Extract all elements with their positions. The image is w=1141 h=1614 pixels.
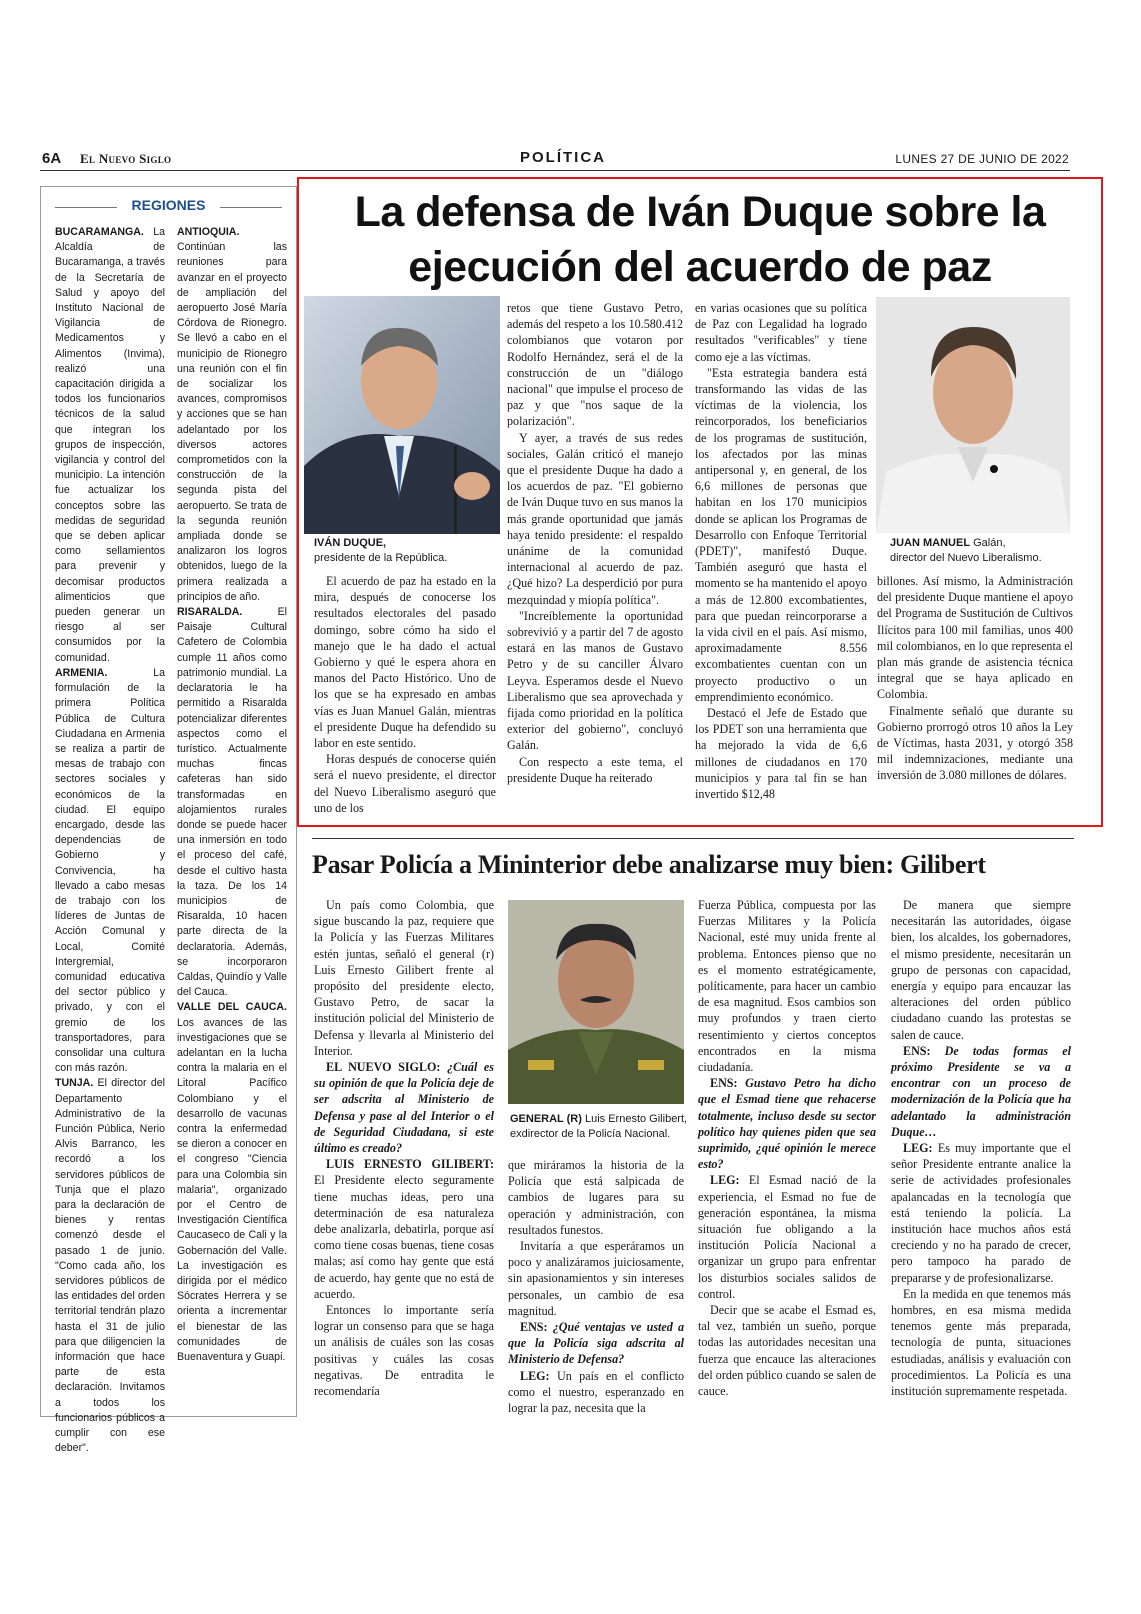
paragraph: Fuerza Pública, compuesta por las Fuerzas Militares y la Policía Nacional, esté muy unida frente al problema. Entonces pienso que no es el momento estratégicamente, políticamente, para hacer un cambio de esa magnitud. Esos cambios son muy profundos y traen cierto resentimiento y ciertos conceptos encontrados en la misma ciudadanía. [698, 898, 876, 1075]
paragraph: que miráramos la historia de la Policía que está salpicada de cambios de lugares para su operación y administración, con resultados funestos. [508, 1158, 684, 1237]
paragraph: Entonces lo importante sería lograr un consenso para que se haga un análisis de cuáles son las cosas positivas y cuáles las cosas negativas. De entradita le recomendaría [314, 1303, 494, 1399]
paragraph: Con respecto a este tema, el presidente Duque ha reiterado [507, 754, 683, 785]
answer-text: Un país en el conflicto como el nuestro, esperanzado en lograr la paz, necesita que la [508, 1368, 684, 1416]
paragraph: retos que tiene Gustavo Petro, además del respeto a los 10.580.412 colombianos que votaron por Rodolfo Hernández, será el de la construcción de un "diálogo nacional" que impulse el proceso de paz y que "nos saque de la polarización". [507, 301, 683, 429]
region-name: BUCARAMANGA. [55, 226, 144, 238]
answer [698, 1172, 876, 1302]
galan-portrait-illustration [876, 297, 1070, 533]
paragraph: "Esta estrategia bandera está transformando las vidas de las víctimas de la violencia, los reincorporados, los beneficiarios de los programas de sustitución, los afectados por las minas antipersonal y, en general, de los 6,6 millones de personas que habitan en los 170 municipios donde se aplican los Programas de Desarrollo con Enfoque Territorial (PDET)", manifestó Duque. También aseguró que hasta el momento se ha mantenido el apoyo a más de 12.800 excombatientes, para que puedan reincorporarse a la vida civil en el país. Así mismo, aproximadamente 8.556 excombatientes cuentan con un proyecto productivo o un emprendimiento económico. [695, 365, 867, 704]
gilibert-portrait-illustration [508, 900, 684, 1104]
gilibert-photo [508, 900, 684, 1104]
photo-caption-galan [890, 536, 1080, 566]
region-name: ARMENIA. [55, 666, 108, 679]
speaker: LEG: [520, 1368, 550, 1383]
region-name: VALLE DEL CAUCA. [177, 1001, 287, 1014]
speaker: ENS: [520, 1320, 548, 1335]
region-text: Continúan las reuniones para avanzar en el proyecto de ampliación del aeropuerto José María Córdova de Rionegro. Se llevó a cabo en el municipio de Rionegro una reunión con el fin de socializar los avances, compromisos y acciones que se han adelantado por los diversos actores comprometidos con la construcción de la segunda pista del aeropuerto. Se trata de la segunda reunión ampliada donde se analizaron los logros obtenidos, luego de la primera realizada a principios de año. [177, 241, 287, 603]
region-item [177, 225, 287, 605]
answer-text: El Esmad nació de la experiencia, el Esmad no fue de generación espontánea, la misma situación fue obligando a la institución Policía Nacional a organizar un grupo para enfrentar los disturbios sociales salidos de control. [698, 1173, 877, 1301]
answer [314, 1156, 494, 1302]
paragraph: "Increíblemente la oportunidad sobrevivió y a partir del 7 de agosto estará en las manos de Gustavo Petro y de su canciller Álvaro Leyva. Esperamos desde el Nuevo Liberalismo que sea aprovechada y fijada como prioridad en la política exterior del gobierno", concluyó Galán. [507, 608, 683, 753]
paragraph: Horas después de conocerse quién será el nuevo presidente, el director del Nuevo Liberalismo aseguró que uno de los [314, 752, 496, 815]
region-name: TUNJA. [55, 1077, 94, 1090]
article2-column-1 [314, 897, 494, 1399]
photo-caption-gilibert [510, 1112, 690, 1142]
answer [891, 1140, 1071, 1286]
duque-portrait-illustration [304, 296, 500, 534]
paragraph: Finalmente señaló que durante su Gobierno prorrogó otros 10 años la Ley de Víctimas, hasta 2031, y otorgó 358 mil indemnizaciones, mediante una inversión de 3.080 millones de dólares. [877, 703, 1073, 783]
question [891, 1043, 1071, 1140]
question [508, 1319, 684, 1368]
article2-column-2 [508, 1157, 684, 1416]
caption-role: presidente de la República. [314, 552, 448, 564]
region-text: El Paisaje Cultural Cafetero de Colombia cumple 11 años como patrimonio mundial. La declaratoria le ha permitido a Risaralda potencializar diferentes aspectos como el turístico. Actualmente muchas fincas cafeteras han sido transformadas en alojamientos rurales donde se puede hacer una inmersión en todo el proceso del café, desde el cultivo hasta la taza. De los 14 municipios de Risaralda, 10 hacen parte directa de la declaratoria. Además, se incorporaron Caldas, Quindío y Valle del Cauca. [177, 606, 287, 999]
speaker: ENS: [903, 1043, 931, 1058]
regiones-sidebar [40, 186, 297, 1455]
question-text: De todas formas el próximo Presidente se va a encontrar con un proceso de modernización de la Policía que ha adelantado la administración Duque… [891, 1043, 1071, 1139]
section-title: POLÍTICA [520, 149, 606, 166]
answer [508, 1368, 684, 1417]
caption-name-rest: Galán, [973, 537, 1006, 549]
region-item [55, 666, 165, 1076]
paragraph: en varias ocasiones que su política de Paz con Legalidad ha logrado resultados "verificables" y tiene como eje a las víctimas. [695, 301, 867, 364]
speaker: ENS: [710, 1076, 738, 1091]
caption-name: JUAN MANUEL [890, 537, 971, 549]
article-headline: La defensa de Iván Duque sobre la ejecución del acuerdo de paz [354, 188, 1046, 291]
answer-text: El Presidente electo seguramente tiene muchas ideas, pero una determinación de esa naturaleza debe analizarla, debatirla, porque así como tiene cosas buenas, tiene cosas malas; así como hay gente que está de acuerdo, hay gente que no está de acuerdo. [314, 1173, 494, 1301]
article1-column-4 [877, 573, 1073, 784]
caption-role: exdirector de la Policía Nacional. [510, 1128, 671, 1140]
caption-name-rest: Luis Ernesto Gilibert, [584, 1113, 688, 1125]
sidebar-column-2 [177, 225, 287, 1365]
paragraph: Invitaría a que esperáramos un poco y analizáramos juiciosamente, sin apasionamientos y sin intereses personales, un cambio de esa magnitud. [508, 1239, 684, 1318]
galan-photo [876, 297, 1070, 533]
article1-column-2 [507, 300, 683, 786]
speaker: LEG: [903, 1141, 933, 1156]
paragraph: Y ayer, a través de sus redes sociales, Galán criticó el manejo que el presidente Duque ha dado a los acuerdos de paz. "El gobierno de Iván Duque tuvo en sus manos la más grande oportunidad que jamás haya tenido presidente: el respaldo unánime de la comunidad internacional al acuerdo de paz. ¿Qué hizo? La desperdició por pura mezquindad y miopía política". [507, 430, 683, 607]
question-text: ¿Cuál es su opinión de que la Policía deje de ser adscrita al Ministerio de Defensa y pase al del Interior o el de Seguridad Ciudadana, si este último es creado? [314, 1060, 494, 1156]
paragraph: billones. Así mismo, la Administración del presidente Duque mantiene el apoyo del Programa de Sustitución de Cultivos Ilícitos para 100 mil familias, unos 400 mil colombianos, en lo que representa el plan más grande de asistencia técnica integral que se haya aplicado en Colombia. [877, 574, 1073, 702]
paragraph: El acuerdo de paz ha estado en la mira, después de conocerse los resultados electorales del pasado domingo, sobre cómo ha sido el manejo que le ha dado el actual Gobierno y qué le espera ahora en manos del Pacto Histórico. Uno de los que se ha expresado en ambas vías es Juan Manuel Galán, mientras el presidente Duque ha defendido su labor en este sentido. [314, 574, 496, 751]
article2-headline: Pasar Policía a Mininterior debe analizarse muy bien: Gilibert [312, 850, 986, 879]
paragraph: Un país como Colombia, que sigue buscando la paz, requiere que la Policía y las Fuerzas Militares estén juntas, señaló el general (r) Luis Ernesto Gilibert frente al propósito del presidente electo, Gustavo Petro, de sacar la institución policial del Ministerio de Defensa y llevarla al Ministerio del Interior. [314, 898, 494, 1058]
issue-date: LUNES 27 DE JUNIO DE 2022 [895, 152, 1069, 166]
page-number: 6A [42, 150, 62, 167]
question-text: Gustavo Petro ha dicho que el Esmad tiene que rehacerse totalmente, incluso desde su sector político hay quienes piden que sea suprimido, ¿qué opinión le merece esto? [698, 1076, 876, 1172]
article2-top-rule [312, 838, 1074, 839]
article2-column-4 [891, 897, 1071, 1399]
speaker: LUIS ERNESTO GILIBERT: [326, 1157, 494, 1172]
region-name: ANTIOQUIA. [177, 226, 240, 238]
sidebar-column-1 [55, 225, 165, 1456]
duque-photo [304, 296, 500, 534]
region-item [177, 1000, 287, 1365]
photo-caption-duque [314, 536, 494, 566]
region-item [177, 605, 287, 1000]
caption-name: IVÁN DUQUE, [314, 537, 387, 549]
paragraph: Decir que se acabe el Esmad es, tal vez, también un sueño, porque todas las autoridades necesitan una fuerza que encauce las alteraciones del orden público cuando se salen de cauce. [698, 1303, 876, 1399]
caption-role: director del Nuevo Liberalismo. [890, 552, 1042, 564]
paragraph: En la medida en que tenemos más hombres, en esa misma medida tenemos gente más preparada, tecnología de punta, situaciones estudiadas, análisis y evaluación con procedimientos. La Policía es una institución supremamente respetada. [891, 1286, 1071, 1399]
newspaper-name: El Nuevo Siglo [80, 151, 172, 166]
region-text: La Alcaldía de Bucaramanga, a través de la Secretaría de Salud y apoyo del Instituto Nacional de Vigilancia de Medicamentos y Alimentos (Invima), realizó una capacitación dirigida a todos los funcionarios técnicos de la salud que integran los grupos de inspección, vigilancia y control del municipio. La intención fue actualizar los conceptos sobre las medidas de seguridad que se deben aplicar como sellamientos para prevenir y decomisar productos alimenticios que pueden generar un riesgo al ser consumidos por la comunidad. [55, 226, 165, 664]
region-item [55, 1076, 165, 1456]
region-name: RISARALDA. [177, 606, 243, 619]
speaker: EL NUEVO SIGLO: [326, 1060, 441, 1075]
region-text: Los avances de las investigaciones que se adelantan en la lucha contra la malaria en el Litoral Pacífico Colombiano y el desarrollo de vacunas contra la enfermedad se dieron a conocer en el congreso "Ciencia para una Colombia sin malaria", organizado por el Centro de Investigación Científica Caucaseco de Cali y la Gobernación del Valle. La investigación es dirigida por el médico Sócrates Herrera y se orienta a incrementar el bienestar de las comunidades de Buenaventura y Guapi. [177, 1016, 287, 1364]
article1-column-3 [695, 300, 867, 802]
region-text: El director del Departamento Administrativo de la Función Pública, Nerio Alvis Barranco, les recordó a los servidores públicos de Tunja que el plazo para la declaración de bienes y rentas comenzó desde el pasado 1 de junio. "Como cada año, los servidores públicos de las entidades del orden territorial tendrán plazo hasta el 31 de julio para que diligencien la información que hace parte de esta declaración. Invitamos a todos los funcionarios públicos a cumplir con ese deber". [55, 1077, 165, 1455]
region-text: La formulación de la primera Política Pública de Cultura Ciudadana en Armenia se realiza a partir de mesas de trabajo con sectores sociales y económicos de la ciudad. El equipo encargado, desde las dependencias de Gobierno y Convivencia, ha llevado a cabo mesas de trabajo con los líderes de Juntas de Acción Comunal y Local, Comité Intergremial, comunidad educativa del sector público y privado, y con el gremio de los transportadores, para consolidar una cultura con más razón. [55, 666, 165, 1075]
paragraph: Destacó el Jefe de Estado que los PDET son una herramienta que ha mejorado la vida de 6,6 millones de ciudadanos en 170 municipios y para tal fin se han invertido $12,48 [695, 706, 867, 802]
caption-name: GENERAL (R) [510, 1113, 582, 1125]
sidebar-title-rule-right [220, 207, 282, 208]
speaker: LEG: [710, 1173, 740, 1188]
paragraph: De manera que siempre necesitarán las autoridades, óigase bien, los alcaldes, los gobernadores, el mismo presidente, necesitarán un grupo de personas con capacidad, energía y equipo para encauzar las alteraciones del orden público ciudadano cuando las protestas se salen de cauce. [891, 898, 1071, 1042]
article2-column-3 [698, 897, 876, 1399]
answer-text: Es muy importante que el señor Presidente entrante analice la serie de actividades profesionales apalancadas en la tecnología que está teniendo la policía. La institución hace muchos años está creciendo y no ha parado de crecer, pero tampoco ha parado de prepararse y de profesionalizarse. [891, 1141, 1071, 1285]
sidebar-title: REGIONES [131, 197, 206, 213]
question-text: ¿Qué ventajas ve usted a que la Policía siga adscrita al Ministerio de Defensa? [508, 1320, 684, 1367]
question [698, 1075, 876, 1172]
question [314, 1059, 494, 1156]
article1-column-1 [314, 573, 496, 816]
region-item [55, 225, 165, 666]
header-rule [40, 170, 1070, 171]
